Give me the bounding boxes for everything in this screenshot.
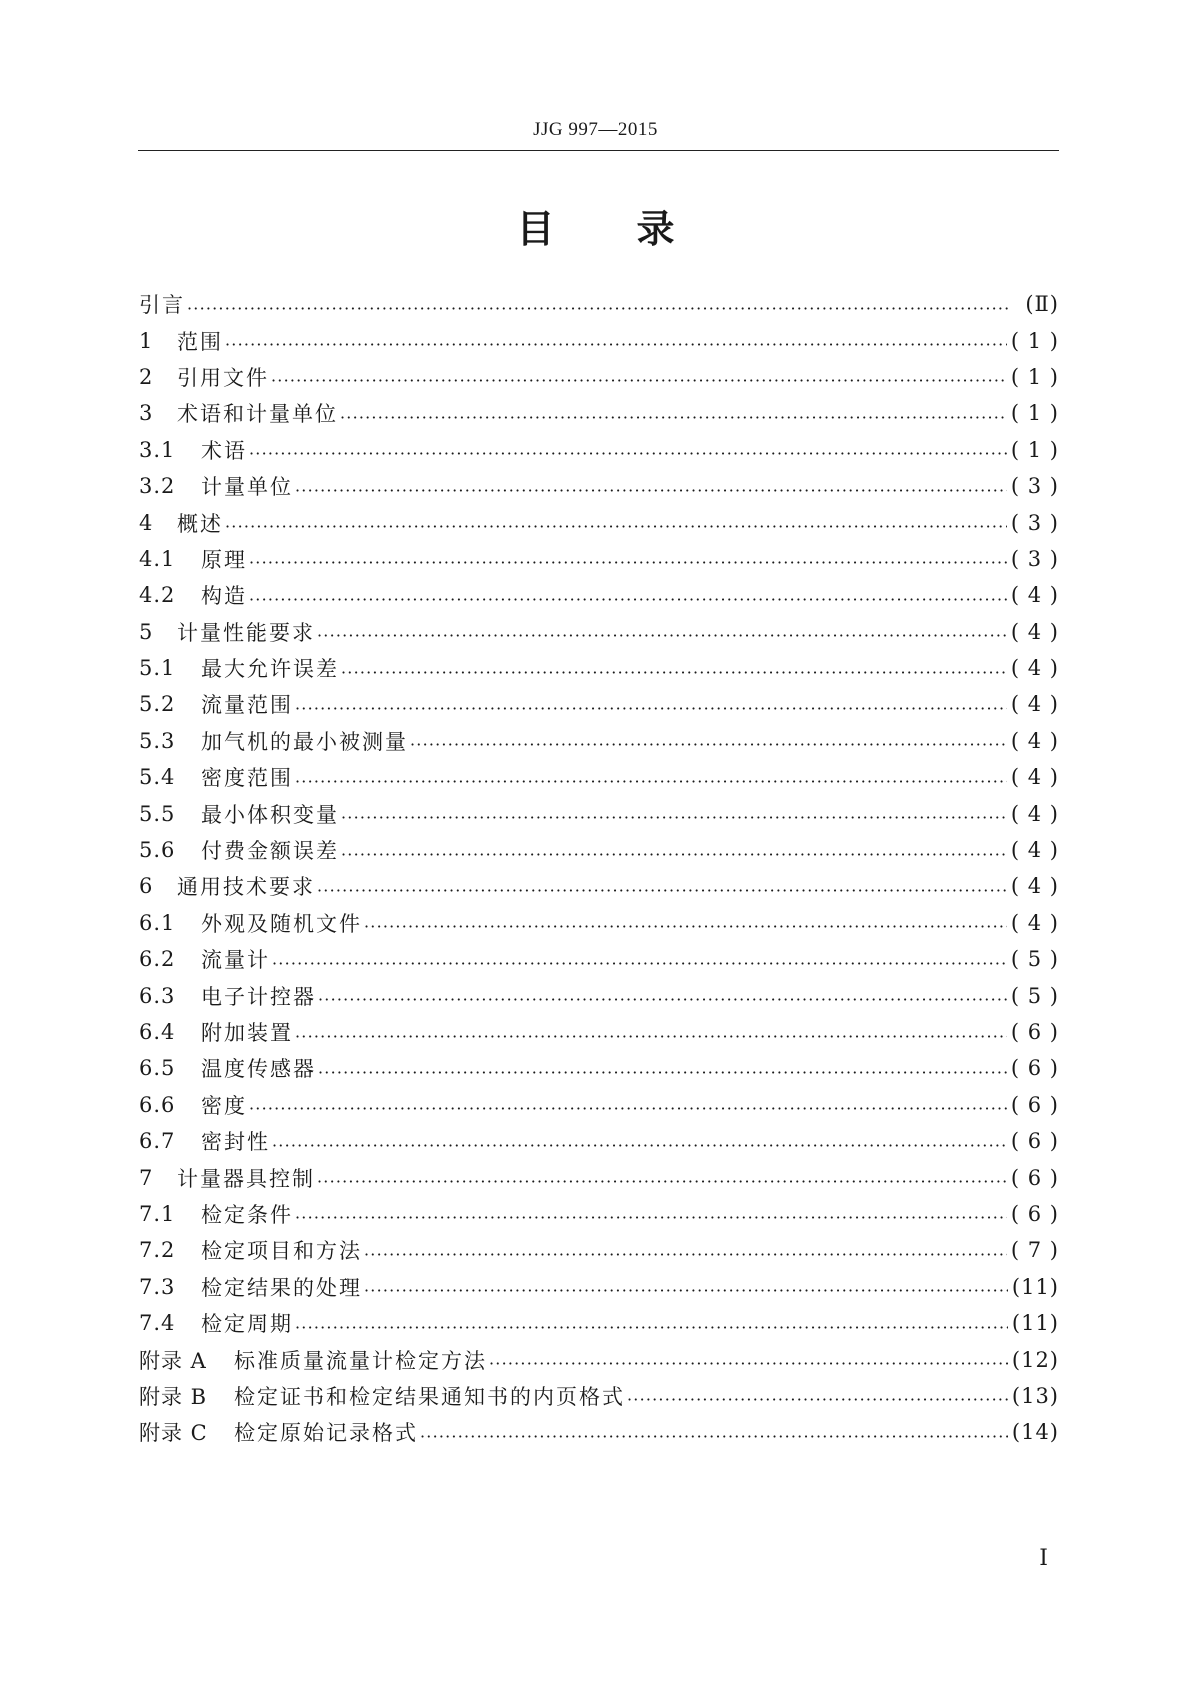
toc-entry-page: ( 4 ) — [1010, 656, 1059, 681]
toc-entry-label: 标准质量流量计检定方法 — [234, 1348, 487, 1373]
toc-entry-page: ( 3 ) — [1010, 546, 1059, 571]
toc-leader-dots — [225, 512, 1007, 533]
toc-entry[interactable] — [139, 1014, 1059, 1050]
toc-entry[interactable] — [139, 1341, 1059, 1377]
toc-leader-dots — [272, 949, 1007, 970]
toc-entry-label: 外观及随机文件 — [201, 911, 362, 936]
toc-entry-page: ( 4 ) — [1010, 692, 1059, 717]
toc-entry-number: 7.1 — [139, 1201, 176, 1226]
toc-entry-number: 3.2 — [139, 474, 176, 499]
toc-entry-page: ( 6 ) — [1010, 1201, 1059, 1226]
toc-entry-number: 6.4 — [139, 1020, 176, 1044]
toc-entry[interactable] — [139, 1305, 1059, 1341]
toc-leader-dots — [341, 840, 1007, 861]
toc-leader-dots — [340, 403, 1007, 424]
toc-entry-page: ( 4 ) — [1010, 619, 1059, 644]
table-of-contents — [139, 286, 1059, 1451]
toc-entry-page: ( 3 ) — [1010, 474, 1059, 499]
toc-entry[interactable] — [139, 686, 1059, 722]
toc-entry[interactable] — [139, 395, 1059, 431]
toc-entry-number: 4.2 — [139, 583, 176, 608]
toc-entry-label: 密度范围 — [201, 766, 293, 791]
page-number: I — [1039, 1546, 1048, 1571]
toc-entry-page: ( 3 ) — [1010, 510, 1059, 535]
toc-entry-page: ( 6 ) — [1010, 1129, 1059, 1154]
toc-entry[interactable] — [139, 504, 1059, 540]
toc-entry-page: ( 5 ) — [1010, 947, 1059, 972]
toc-entry-number: 3 — [139, 401, 154, 426]
toc-leader-dots — [318, 985, 1007, 1006]
toc-entry-number: 5.1 — [139, 656, 176, 681]
toc-entry-label: 密度 — [201, 1093, 247, 1118]
title-char-left: 目 — [516, 207, 555, 251]
title-char-right: 录 — [636, 207, 675, 251]
toc-entry-label: 检定结果的处理 — [201, 1275, 362, 1300]
toc-entry-page: ( 4 ) — [1010, 801, 1059, 826]
toc-leader-dots — [295, 1022, 1007, 1043]
toc-entry[interactable] — [139, 541, 1059, 577]
toc-entry-number: 7 — [139, 1165, 154, 1190]
toc-leader-dots — [295, 1313, 1008, 1334]
toc-entry-number: 5.6 — [139, 838, 176, 863]
toc-entry-page: ( 4 ) — [1010, 765, 1059, 790]
toc-leader-dots — [317, 876, 1007, 897]
toc-entry[interactable] — [139, 1378, 1059, 1414]
toc-leader-dots — [295, 694, 1007, 715]
toc-entry-number: 6.5 — [139, 1056, 176, 1081]
toc-entry[interactable] — [139, 832, 1059, 868]
toc-entry-label: 引用文件 — [177, 365, 269, 390]
toc-entry[interactable] — [139, 1196, 1059, 1232]
toc-entry-page: ( 4 ) — [1010, 728, 1059, 753]
toc-entry-number: 附录 C — [139, 1421, 208, 1446]
toc-entry-page: (12) — [1011, 1347, 1059, 1372]
toc-entry[interactable] — [139, 723, 1059, 759]
toc-entry-label: 构造 — [201, 584, 247, 609]
toc-entry-page: ( 7 ) — [1010, 1238, 1059, 1263]
toc-entry-page: ( 6 ) — [1010, 1165, 1059, 1190]
toc-entry-number: 6.7 — [139, 1129, 176, 1154]
toc-leader-dots — [272, 1131, 1007, 1152]
toc-entry-label: 附加装置 — [201, 1021, 293, 1045]
toc-entry[interactable] — [139, 1123, 1059, 1159]
toc-entry-label: 范围 — [177, 329, 223, 354]
toc-entry-label: 流量计 — [201, 948, 270, 973]
toc-entry-page: ( 1 ) — [1010, 328, 1059, 353]
toc-entry-label: 引言 — [139, 293, 185, 318]
toc-leader-dots — [364, 1276, 1008, 1297]
toc-entry-number: 附录 B — [139, 1384, 208, 1409]
toc-entry-number: 6.1 — [139, 910, 176, 935]
toc-entry-label: 电子计控器 — [201, 984, 316, 1009]
running-header: JJG 997—2015 — [533, 119, 658, 140]
header-rule — [138, 150, 1059, 151]
toc-entry[interactable] — [139, 977, 1059, 1013]
toc-leader-dots — [318, 1058, 1007, 1079]
toc-entry-page: ( 1 ) — [1010, 401, 1059, 426]
toc-leader-dots — [341, 658, 1007, 679]
toc-entry-label: 检定证书和检定结果通知书的内页格式 — [234, 1384, 625, 1409]
toc-leader-dots — [187, 294, 1011, 315]
toc-entry-number: 6 — [139, 874, 154, 899]
toc-entry[interactable] — [139, 432, 1059, 468]
toc-entry-number: 4.1 — [139, 546, 176, 571]
toc-entry-label: 加气机的最小被测量 — [201, 729, 408, 754]
toc-entry-label: 检定周期 — [201, 1312, 293, 1337]
toc-leader-dots — [225, 330, 1007, 351]
toc-leader-dots — [271, 366, 1007, 387]
toc-leader-dots — [410, 730, 1007, 751]
toc-entry-label: 计量器具控制 — [177, 1166, 315, 1191]
toc-leader-dots — [317, 1167, 1007, 1188]
toc-entry-number: 1 — [139, 328, 154, 353]
toc-entry-page: ( 6 ) — [1010, 1092, 1059, 1117]
toc-entry-page: ( 6 ) — [1010, 1056, 1059, 1081]
toc-entry[interactable] — [139, 1087, 1059, 1123]
toc-entry[interactable] — [139, 868, 1059, 904]
toc-entry[interactable] — [139, 650, 1059, 686]
toc-entry-number: 6.2 — [139, 947, 176, 972]
toc-leader-dots — [249, 585, 1007, 606]
toc-entry-label: 流量范围 — [201, 693, 293, 718]
toc-entry-label: 术语和计量单位 — [177, 402, 338, 427]
toc-entry-number: 5.2 — [139, 692, 176, 717]
toc-entry-label: 计量性能要求 — [177, 620, 315, 645]
toc-entry-page: (11) — [1011, 1274, 1059, 1299]
toc-entry-page: (Ⅱ) — [1025, 292, 1059, 317]
toc-leader-dots — [489, 1349, 1008, 1370]
toc-leader-dots — [249, 1094, 1007, 1115]
toc-entry[interactable] — [139, 359, 1059, 395]
toc-entry-page: ( 1 ) — [1010, 364, 1059, 389]
toc-entry-label: 温度传感器 — [201, 1057, 316, 1082]
toc-leader-dots — [627, 1385, 1008, 1406]
toc-leader-dots — [249, 439, 1007, 460]
toc-entry-number: 5.3 — [139, 728, 176, 753]
toc-entry-label: 检定条件 — [201, 1202, 293, 1227]
toc-entry-label: 术语 — [201, 438, 247, 463]
toc-entry-page: ( 5 ) — [1010, 983, 1059, 1008]
toc-leader-dots — [364, 912, 1007, 933]
toc-leader-dots — [364, 1240, 1007, 1261]
toc-entry-page: (14) — [1011, 1420, 1059, 1445]
toc-entry-label: 密封性 — [201, 1130, 270, 1155]
toc-entry-label: 原理 — [201, 547, 247, 572]
page-title — [0, 198, 1191, 253]
toc-entry-page: ( 4 ) — [1010, 874, 1059, 899]
toc-entry-page: ( 1 ) — [1010, 437, 1059, 462]
toc-leader-dots — [317, 621, 1007, 642]
toc-entry-number: 3.1 — [139, 437, 176, 462]
toc-entry-label: 概述 — [177, 511, 223, 536]
toc-entry-number: 7.2 — [139, 1238, 176, 1263]
toc-entry[interactable] — [139, 1232, 1059, 1268]
toc-entry[interactable] — [139, 286, 1059, 322]
toc-entry-number: 附录 A — [139, 1348, 207, 1373]
toc-entry[interactable] — [139, 759, 1059, 795]
toc-entry[interactable] — [139, 322, 1059, 358]
toc-entry-number: 5.5 — [139, 801, 176, 826]
toc-entry[interactable] — [139, 1159, 1059, 1195]
toc-entry[interactable] — [139, 1050, 1059, 1086]
toc-entry-number: 5 — [139, 619, 154, 644]
toc-leader-dots — [249, 548, 1007, 569]
toc-entry[interactable] — [139, 614, 1059, 650]
toc-entry-number: 6.6 — [139, 1092, 176, 1117]
toc-entry-page: ( 4 ) — [1010, 910, 1059, 935]
toc-entry-number: 7.3 — [139, 1274, 176, 1299]
toc-entry[interactable] — [139, 1269, 1059, 1305]
toc-leader-dots — [295, 476, 1007, 497]
toc-entry-label: 最小体积变量 — [201, 802, 339, 827]
toc-entry-number: 6.3 — [139, 983, 176, 1008]
toc-entry-label: 计量单位 — [201, 475, 293, 500]
toc-entry-page: (13) — [1011, 1383, 1059, 1408]
toc-leader-dots — [295, 767, 1007, 788]
toc-entry-page: ( 4 ) — [1010, 838, 1059, 863]
toc-leader-dots — [295, 1203, 1007, 1224]
toc-leader-dots — [341, 803, 1007, 824]
toc-entry-label: 检定项目和方法 — [201, 1239, 362, 1264]
toc-entry[interactable] — [139, 1414, 1059, 1450]
toc-entry-page: ( 6 ) — [1010, 1020, 1059, 1044]
toc-entry[interactable] — [139, 577, 1059, 613]
toc-entry-page: (11) — [1011, 1311, 1059, 1336]
toc-entry-label: 最大允许误差 — [201, 657, 339, 682]
toc-entry[interactable] — [139, 795, 1059, 831]
toc-leader-dots — [420, 1422, 1008, 1443]
toc-entry[interactable] — [139, 941, 1059, 977]
toc-entry-page: ( 4 ) — [1010, 583, 1059, 608]
toc-entry-label: 付费金额误差 — [201, 839, 339, 864]
toc-entry[interactable] — [139, 905, 1059, 941]
toc-entry-number: 2 — [139, 364, 154, 389]
toc-entry-number: 5.4 — [139, 765, 176, 790]
toc-entry-number: 7.4 — [139, 1311, 176, 1336]
toc-entry-number: 4 — [139, 510, 154, 535]
toc-entry-label: 检定原始记录格式 — [234, 1421, 418, 1446]
toc-entry[interactable] — [139, 468, 1059, 504]
toc-entry-label: 通用技术要求 — [177, 875, 315, 900]
